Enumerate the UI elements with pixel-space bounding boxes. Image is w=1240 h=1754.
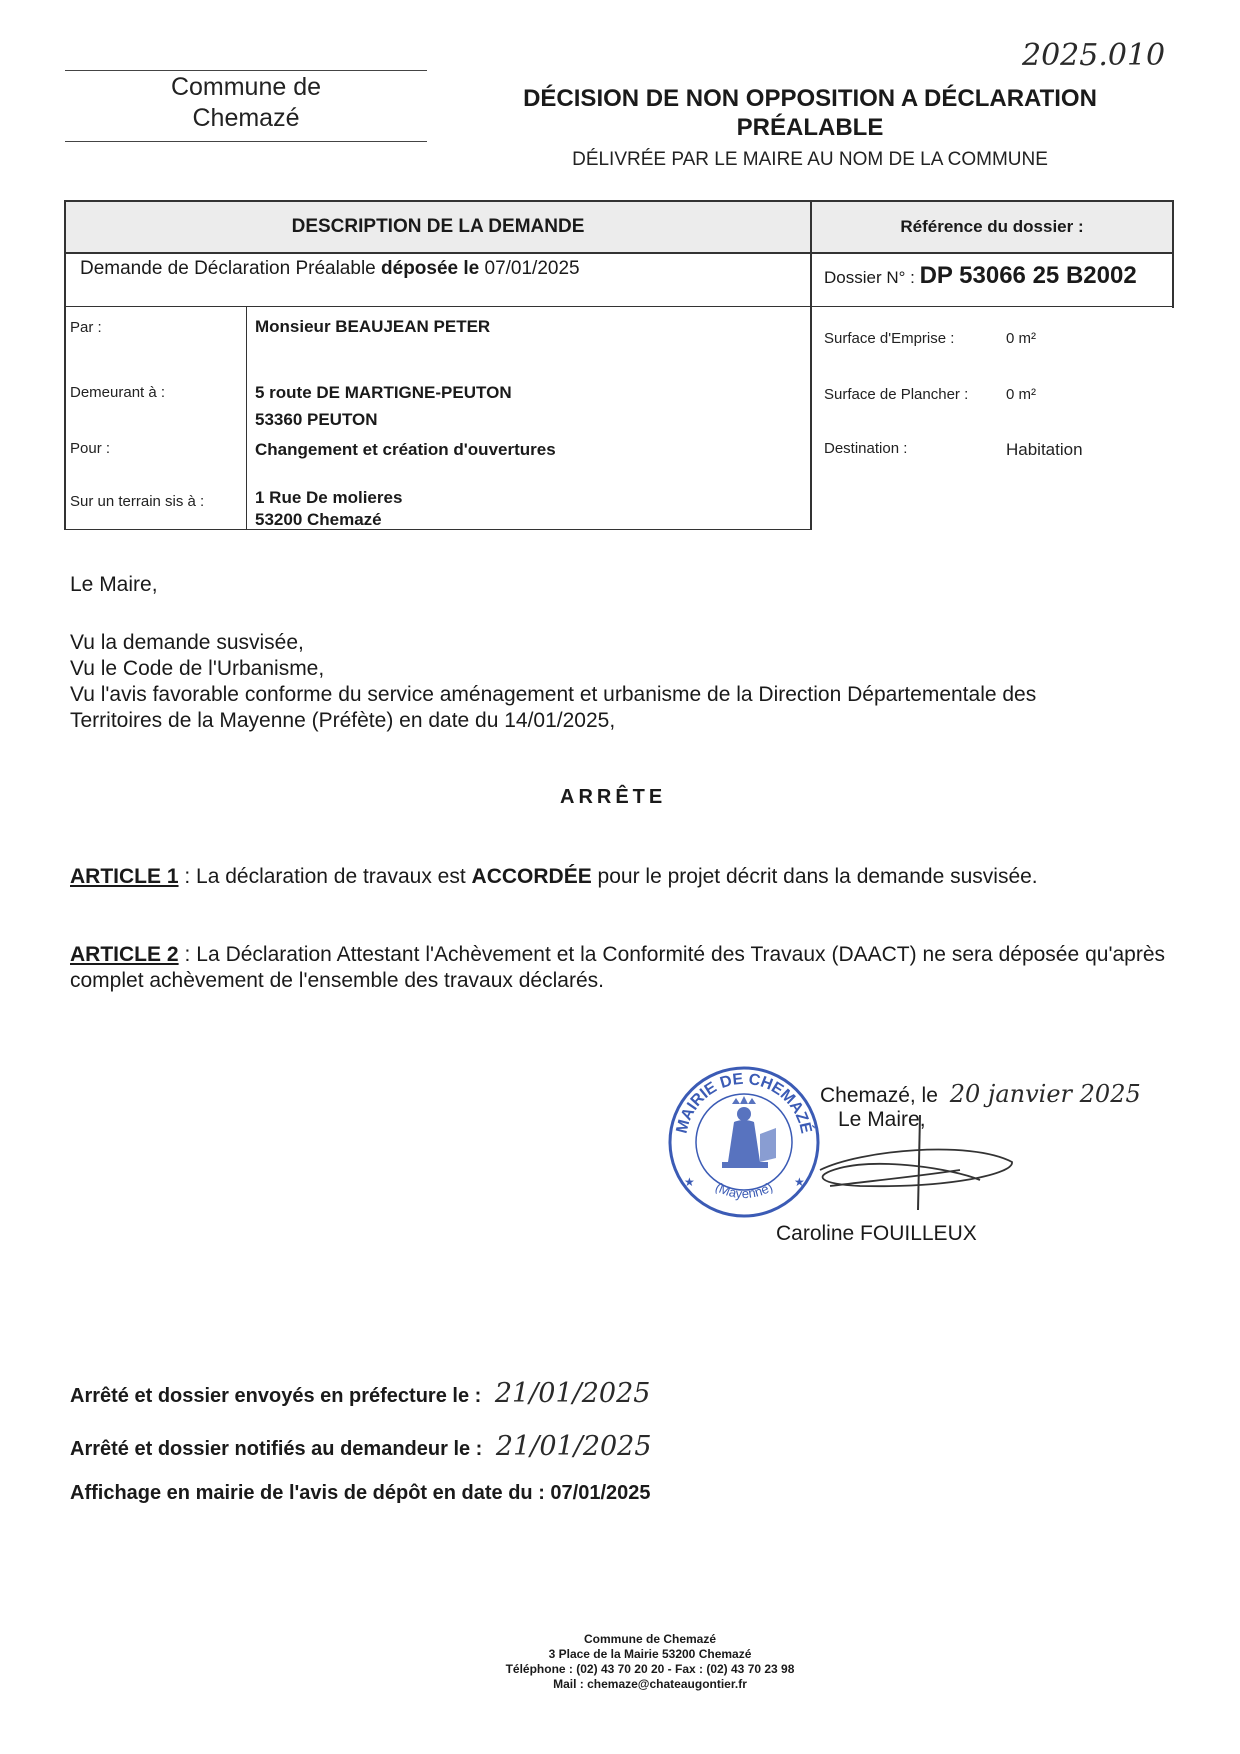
reference-heading: Référence du dossier : <box>900 217 1084 236</box>
prefecture-label: Arrêté et dossier envoyés en préfecture le : <box>70 1385 482 1407</box>
emprise-value: 0 m² <box>1006 330 1036 347</box>
article-1-label: ARTICLE 1 <box>70 865 179 888</box>
vu-code: Vu le Code de l'Urbanisme, <box>70 657 325 680</box>
demande-prefix: Demande de Déclaration Préalable <box>80 258 382 279</box>
dossier-number: DP 53066 25 B2002 <box>919 262 1137 289</box>
pour-label: Pour : <box>70 440 111 457</box>
article-2-text: : La Déclaration Attestant l'Achèvement et la Conformité des Travaux (DAACT) ne sera déposée qu'après complet achèvement de l'ensemble des travaux déclarés. <box>70 943 1165 992</box>
table-header-reference <box>812 202 1172 252</box>
border-left <box>64 200 66 530</box>
vu-avis-cont: Territoires de la Mayenne (Préfète) en date du 14/01/2025, <box>70 709 616 732</box>
notifies-date-handwritten: 21/01/2025 <box>495 1431 652 1462</box>
svg-text:★: ★ <box>794 1175 805 1189</box>
table-header-description <box>66 202 810 252</box>
demeurant-label: Demeurant à : <box>70 384 166 401</box>
emprise-label: Surface d'Emprise : <box>824 330 955 347</box>
footer-line-3: Téléphone : (02) 43 70 20 20 - Fax : (02) 43 70 23 98 <box>505 1662 795 1676</box>
demande-date: 07/01/2025 <box>479 258 580 279</box>
article-2 <box>70 942 1165 994</box>
demande-deposee <box>80 258 580 280</box>
stamp-top-text: MAIRIE DE CHEMAZÉ <box>673 1070 815 1136</box>
notifies-line <box>70 1431 652 1462</box>
commune-line-2: Chemazé <box>192 104 300 132</box>
dossier-prefix: Dossier N° : <box>824 268 920 287</box>
border-top <box>64 200 1174 202</box>
request-table <box>64 200 1174 530</box>
footer-line-4: Mail : chemaze@chateaugontier.fr <box>553 1677 747 1691</box>
article-1-accordee: ACCORDÉE <box>471 865 592 888</box>
prefecture-date-handwritten: 21/01/2025 <box>494 1378 651 1409</box>
par-label: Par : <box>70 319 102 336</box>
par-value: Monsieur BEAUJEAN PETER <box>255 317 491 336</box>
pour-value: Changement et création d'ouvertures <box>255 440 556 459</box>
header-rule-top <box>65 70 427 71</box>
arrete-heading: ARRÊTE <box>560 786 667 808</box>
vu-avis: Vu l'avis favorable conforme du service aménagement et urbanisme de la Direction Départementale des <box>70 683 1037 706</box>
demeurant-line-2: 53360 PEUTON <box>255 410 378 429</box>
border-row2-bottom <box>64 306 1174 307</box>
signature-date-handwritten: 20 janvier 2025 <box>949 1080 1141 1108</box>
border-right <box>1172 200 1174 308</box>
border-header-bottom <box>64 252 1174 254</box>
vu-demande: Vu la demande susvisée, <box>70 631 304 654</box>
signature-role: Le Maire, <box>838 1108 926 1131</box>
signature-place <box>820 1080 1141 1108</box>
commune-name <box>65 72 427 134</box>
footer-line-1: Commune de Chemazé <box>583 1632 717 1646</box>
plancher-value: 0 m² <box>1006 386 1036 403</box>
signature-place-text: Chemazé, le <box>820 1084 938 1107</box>
notifies-label: Arrêté et dossier notifiés au demandeur le : <box>70 1438 483 1460</box>
article-1-text-a: : La déclaration de travaux est <box>178 865 472 888</box>
article-2-label: ARTICLE 2 <box>70 943 179 966</box>
svg-text:★: ★ <box>684 1175 695 1189</box>
border-label-col <box>246 306 247 530</box>
prefecture-line <box>70 1378 650 1409</box>
footer-line-2: 3 Place de la Mairie 53200 Chemazé <box>548 1647 752 1661</box>
article-1 <box>70 864 1170 890</box>
dossier-reference <box>824 262 1137 290</box>
footer-address <box>400 1632 900 1692</box>
destination-label: Destination : <box>824 440 908 457</box>
signatory-name: Caroline FOUILLEUX <box>776 1222 977 1245</box>
border-bottom-left <box>64 529 812 530</box>
demeurant-line-1: 5 route DE MARTIGNE-PEUTON <box>255 383 512 402</box>
article-1-text-b: pour le projet décrit dans la demande susvisée. <box>591 865 1038 888</box>
plancher-label: Surface de Plancher : <box>824 386 969 403</box>
signature-scribble-icon <box>800 1110 1020 1220</box>
terrain-line-2: 53200 Chemazé <box>255 510 382 529</box>
terrain-line-1: 1 Rue De molieres <box>255 488 403 507</box>
svg-text:(Mayenne) <box>713 1179 775 1201</box>
title-line-2: PRÉALABLE <box>736 114 884 141</box>
affichage-line: Affichage en mairie de l'avis de dépôt en date du : 07/01/2025 <box>70 1482 651 1504</box>
document-title <box>470 84 1150 142</box>
border-mid <box>810 200 812 530</box>
le-maire: Le Maire, <box>70 573 158 596</box>
commune-line-1: Commune de <box>170 73 322 101</box>
destination-value: Habitation <box>1006 440 1083 459</box>
document-subtitle: DÉLIVRÉE PAR LE MAIRE AU NOM DE LA COMMUNE <box>572 149 1048 170</box>
demande-bold: déposée le <box>381 258 480 279</box>
handwritten-reference: 2025.010 <box>1022 38 1166 73</box>
header-rule-bottom <box>65 141 427 142</box>
description-heading: DESCRIPTION DE LA DEMANDE <box>291 216 585 237</box>
stamp-bottom-text: (Mayenne) <box>712 1179 776 1202</box>
terrain-label: Sur un terrain sis à : <box>70 493 205 510</box>
title-line-1: DÉCISION DE NON OPPOSITION A DÉCLARATION <box>523 85 1097 112</box>
